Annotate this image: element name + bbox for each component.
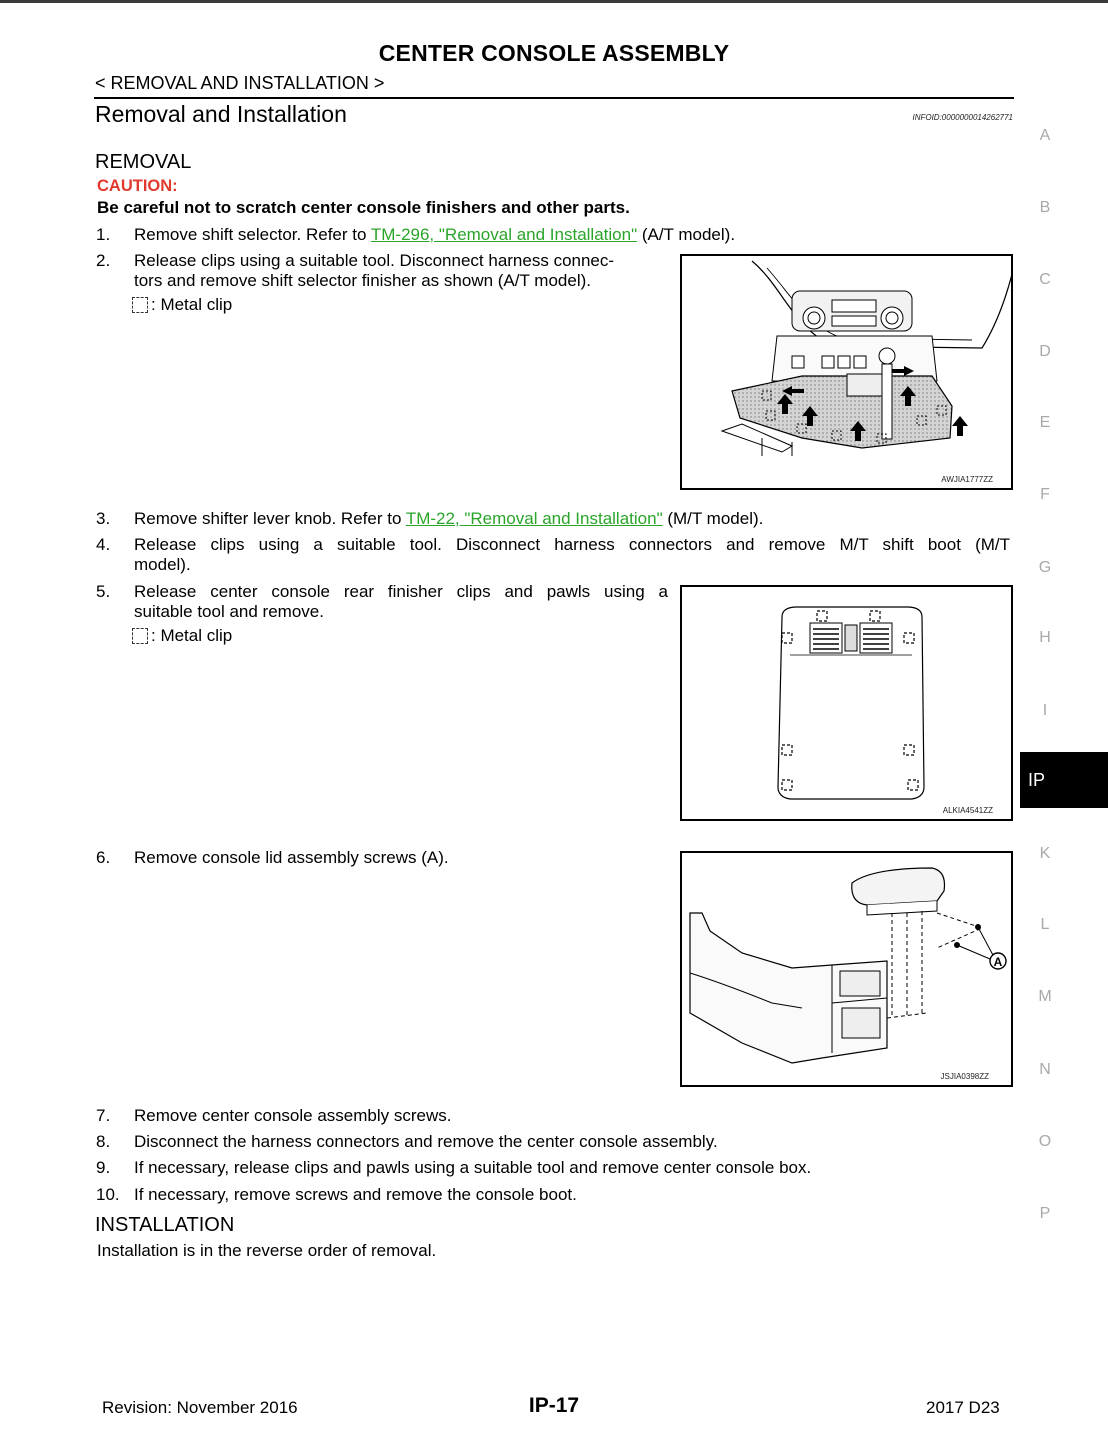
document-title: CENTER CONSOLE ASSEMBLY (378, 40, 730, 66)
step-10 (96, 1184, 996, 1206)
metal-clip-icon (132, 297, 148, 313)
section-title: Removal and Installation (95, 101, 347, 127)
top-border (0, 0, 1108, 3)
tm-22-link[interactable]: TM-22, "Removal and Installation" (405, 509, 663, 528)
step-2 (96, 250, 676, 294)
footer-model: 2017 D23 (926, 1398, 1000, 1417)
step-text: Remove shift selector. Refer to (134, 225, 371, 244)
side-index-i[interactable]: I (1042, 702, 1048, 719)
tm-296-link[interactable]: TM-296, "Removal and Installation" (370, 225, 638, 244)
legend-text: : Metal clip (151, 626, 233, 645)
step-number: 10. (96, 1185, 120, 1204)
step-number: 8. (96, 1132, 111, 1151)
step-text: (A/T model). (637, 225, 736, 244)
side-index-h[interactable]: H (1039, 629, 1051, 646)
step-number: 7. (96, 1106, 111, 1125)
step-text: Release center console rear finisher clips and pawls using a (134, 582, 668, 601)
step-3 (96, 508, 996, 530)
title-rule (94, 97, 1014, 99)
step-text: If necessary, remove screws and remove the console boot. (134, 1185, 577, 1204)
legend-text: : Metal clip (151, 295, 233, 314)
step-number: 3. (96, 509, 111, 528)
side-index-d[interactable]: D (1039, 343, 1051, 360)
step-1 (96, 224, 996, 246)
side-index-a[interactable]: A (1039, 127, 1051, 144)
page-number: IP-17 (528, 1394, 580, 1417)
figure-code: JSJIA0398ZZ (940, 1072, 989, 1081)
side-index-b[interactable]: B (1039, 199, 1051, 216)
step-text: model). (134, 555, 191, 574)
caution-text: Be careful not to scratch center console finishers and other parts. (97, 198, 630, 217)
step-text: Remove shifter lever knob. Refer to (134, 509, 406, 528)
side-index-p[interactable]: P (1039, 1205, 1051, 1222)
side-index-g[interactable]: G (1038, 559, 1052, 576)
step-number: 2. (96, 251, 111, 270)
step-4 (96, 534, 1016, 578)
metal-clip-icon (132, 628, 148, 644)
step-text: tors and remove shift selector finisher as shown (A/T model). (134, 271, 591, 290)
step-5 (96, 581, 676, 625)
side-index-e[interactable]: E (1039, 414, 1051, 431)
figure-shift-selector-finisher (680, 254, 1013, 490)
step-text: (M/T model). (662, 509, 764, 528)
figure-code: AWJIA1777ZZ (941, 475, 993, 484)
installation-heading: INSTALLATION (95, 1214, 235, 1236)
rear-finisher-illustration (682, 587, 1013, 821)
caution-label: CAUTION: (97, 177, 178, 195)
removal-heading: REMOVAL (95, 151, 192, 173)
step-6 (96, 847, 676, 869)
step-number: 6. (96, 848, 111, 867)
side-index-m[interactable]: M (1038, 988, 1052, 1005)
step-text: Disconnect the harness connectors and remove the center console assembly. (134, 1132, 718, 1151)
breadcrumb: < REMOVAL AND INSTALLATION > (95, 73, 385, 93)
step-number: 5. (96, 582, 111, 601)
step-7 (96, 1105, 996, 1127)
side-index-ip-tab[interactable] (1020, 752, 1108, 808)
step-text: If necessary, release clips and pawls using a suitable tool and remove center console box. (134, 1158, 812, 1177)
step-8 (96, 1131, 996, 1153)
shift-selector-illustration (682, 256, 1013, 490)
figure-rear-finisher (680, 585, 1013, 821)
step-9 (96, 1157, 996, 1179)
step-text: Remove console lid assembly screws (A). (134, 848, 449, 867)
step-text: Remove center console assembly screws. (134, 1106, 452, 1125)
metal-clip-legend (132, 295, 232, 315)
label-a: A (993, 955, 1003, 969)
side-tab-label: IP (1028, 770, 1046, 790)
figure-code: ALKIA4541ZZ (942, 806, 993, 815)
step-number: 1. (96, 225, 111, 244)
side-index-l[interactable]: L (1040, 916, 1050, 933)
console-lid-illustration (682, 853, 1013, 1087)
side-index-k[interactable]: K (1039, 845, 1051, 862)
figure-console-lid-screws (680, 851, 1013, 1087)
step-text: Release clips using a suitable tool. Disconnect harness connec- (134, 251, 615, 270)
side-index-o[interactable]: O (1038, 1133, 1052, 1150)
info-id: INFOID:0000000014262771 (912, 113, 1013, 122)
footer-revision: Revision: November 2016 (102, 1398, 298, 1417)
step-number: 9. (96, 1158, 111, 1177)
step-number: 4. (96, 535, 111, 554)
side-index-n[interactable]: N (1039, 1061, 1051, 1078)
step-text: Release clips using a suitable tool. Disconnect harness connectors and remove M/T shift boot (M/T (134, 535, 1010, 554)
step-text: suitable tool and remove. (134, 602, 324, 621)
side-index-c[interactable]: C (1039, 271, 1051, 288)
installation-text: Installation is in the reverse order of removal. (97, 1241, 437, 1260)
side-index-f[interactable]: F (1040, 486, 1050, 503)
metal-clip-legend (132, 626, 232, 646)
